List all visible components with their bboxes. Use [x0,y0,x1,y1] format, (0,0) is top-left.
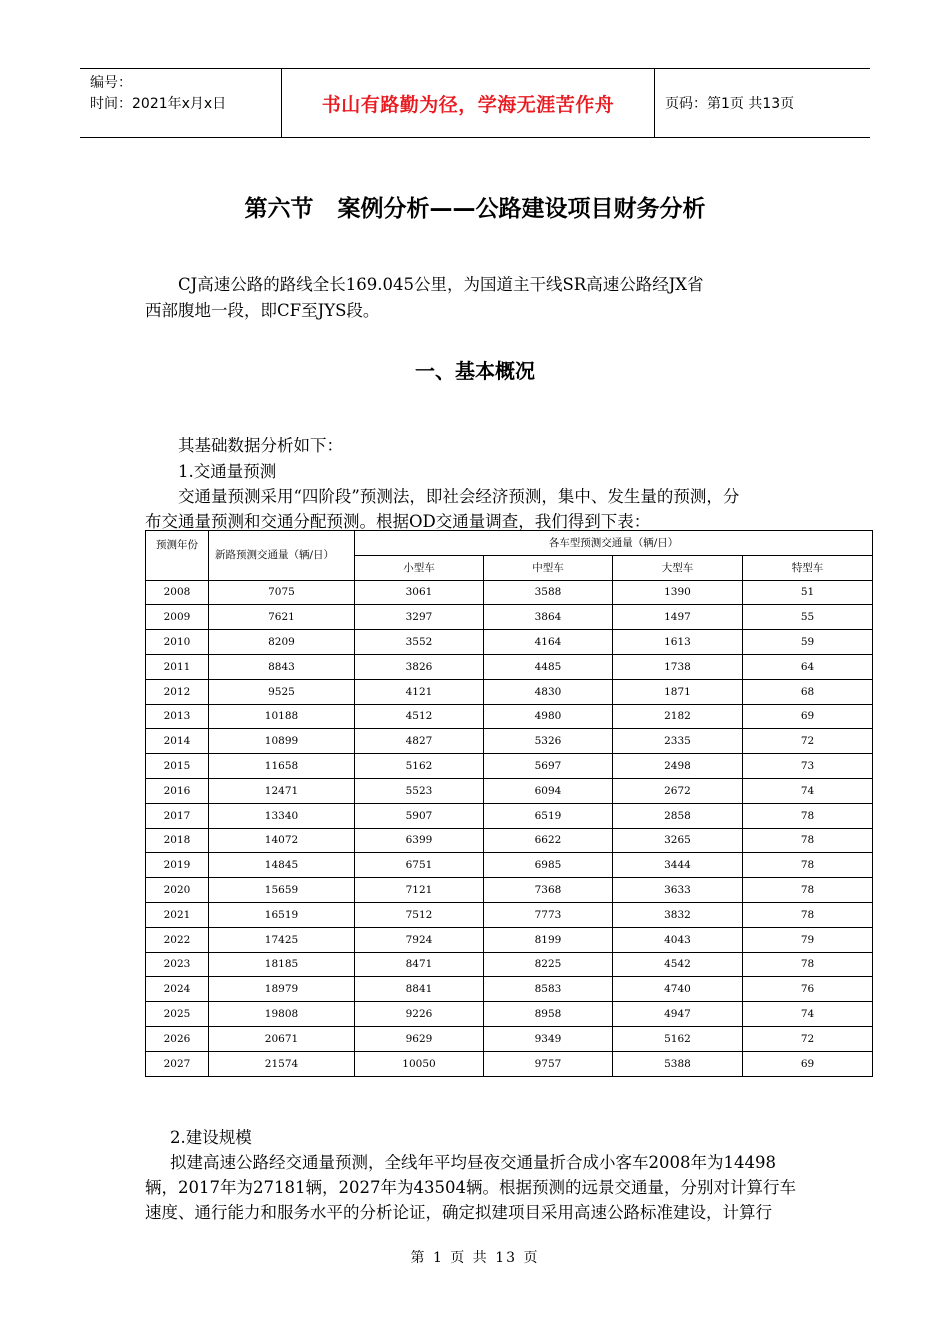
table-row [146,952,873,977]
cell-medium: 6622 [484,828,613,853]
cell-small: 5162 [355,754,484,779]
section-title: 一、基本概况 [415,359,535,383]
cell-total: 10188 [209,704,355,729]
cell-medium: 9757 [484,1051,613,1076]
cell-large: 4043 [613,927,743,952]
cell-year: 2014 [146,729,209,754]
table-row [146,1002,873,1027]
cell-large: 2182 [613,704,743,729]
cell-large: 3444 [613,853,743,878]
header-small: 小型车 [355,555,484,580]
table-body [146,531,873,1077]
traffic-forecast-table [145,530,873,1077]
header-large: 大型车 [613,555,743,580]
cell-medium: 8199 [484,927,613,952]
cell-medium: 4830 [484,679,613,704]
cell-special: 78 [743,803,873,828]
cell-year: 2012 [146,679,209,704]
page-header [80,68,870,138]
cell-special: 51 [743,580,873,605]
table-row [146,853,873,878]
cell-total: 17425 [209,927,355,952]
cell-total: 15659 [209,878,355,903]
cell-special: 79 [743,927,873,952]
cell-small: 10050 [355,1051,484,1076]
cell-medium: 8583 [484,977,613,1002]
cell-small: 8471 [355,952,484,977]
cell-special: 78 [743,902,873,927]
intro-line-2: 西部腹地一段，即CF至JYS段。 [145,301,380,320]
cell-large: 1390 [613,580,743,605]
cell-medium: 4485 [484,654,613,679]
cell-medium: 4980 [484,704,613,729]
cell-total: 18185 [209,952,355,977]
cell-large: 1871 [613,679,743,704]
cell-special: 69 [743,704,873,729]
cell-medium: 9349 [484,1026,613,1051]
cell-small: 7924 [355,927,484,952]
cell-medium: 5697 [484,754,613,779]
header-special: 特型车 [743,555,873,580]
table-row [146,828,873,853]
cell-large: 5162 [613,1026,743,1051]
cell-total: 14845 [209,853,355,878]
cell-small: 4827 [355,729,484,754]
cell-special: 72 [743,1026,873,1051]
body2-line-2: 拟建高速公路经交通量预测，全线年平均昼夜交通量折合成小客车2008年为14498 [170,1153,776,1172]
cell-small: 4512 [355,704,484,729]
title-section-number: 第六节 [244,196,314,222]
cell-medium: 6519 [484,803,613,828]
cell-large: 2335 [613,729,743,754]
cell-total: 13340 [209,803,355,828]
body1-line-3: 交通量预测采用“四阶段”预测法，即社会经济预测，集中、发生量的预测，分 [178,487,740,506]
cell-medium: 4164 [484,630,613,655]
cell-small: 3297 [355,605,484,630]
cell-large: 2498 [613,754,743,779]
cell-medium: 3864 [484,605,613,630]
body1-line-2: 1.交通量预测 [178,462,277,481]
table-row [146,803,873,828]
cell-year: 2027 [146,1051,209,1076]
cell-total: 9525 [209,679,355,704]
header-number-label: 编号： [90,75,132,91]
cell-year: 2013 [146,704,209,729]
cell-medium: 7368 [484,878,613,903]
cell-medium: 3588 [484,580,613,605]
cell-small: 3826 [355,654,484,679]
body2-line-1: 2.建设规模 [170,1128,252,1147]
cell-year: 2009 [146,605,209,630]
cell-special: 59 [743,630,873,655]
header-motto: 书山有路勤为径，学海无涯苦作舟 [321,93,615,116]
cell-year: 2023 [146,952,209,977]
cell-small: 7121 [355,878,484,903]
table-header-row [146,531,873,556]
body2-line-4: 速度、通行能力和服务水平的分析论证，确定拟建项目采用高速公路标准建设，计算行 [145,1203,772,1222]
cell-special: 78 [743,853,873,878]
cell-medium: 7773 [484,902,613,927]
cell-year: 2018 [146,828,209,853]
page-footer: 第 1 页 共 13 页 [410,1250,540,1266]
cell-total: 16519 [209,902,355,927]
cell-large: 2672 [613,778,743,803]
cell-total: 21574 [209,1051,355,1076]
table-row [146,754,873,779]
cell-small: 5907 [355,803,484,828]
table-row [146,778,873,803]
intro-line-1: CJ高速公路的路线全长169.045公里，为国道主干线SR高速公路经JX省 [178,275,704,294]
header-page-label: 页码：第1页 共13页 [665,96,795,112]
cell-large: 5388 [613,1051,743,1076]
cell-small: 8841 [355,977,484,1002]
cell-year: 2016 [146,778,209,803]
cell-total: 14072 [209,828,355,853]
body1-line-4: 布交通量预测和交通分配预测。根据OD交通量调查，我们得到下表： [145,512,651,531]
cell-year: 2020 [146,878,209,903]
cell-special: 64 [743,654,873,679]
cell-special: 78 [743,828,873,853]
cell-medium: 8225 [484,952,613,977]
cell-medium: 6094 [484,778,613,803]
cell-small: 7512 [355,902,484,927]
header-motto-cell [281,69,655,137]
cell-small: 3061 [355,580,484,605]
cell-large: 1497 [613,605,743,630]
cell-year: 2024 [146,977,209,1002]
table-row [146,729,873,754]
header-total: 新路预测交通量（辆/日） [209,531,355,581]
table-row [146,654,873,679]
header-meta [80,69,281,137]
body2-line-3: 辆，2017年为27181辆，2027年为43504辆。根据预测的远景交通量，分别对计算行车 [145,1178,796,1197]
cell-large: 2858 [613,803,743,828]
cell-special: 68 [743,679,873,704]
cell-large: 3633 [613,878,743,903]
header-date-label: 时间：2021年x月x日 [90,96,227,112]
cell-special: 69 [743,1051,873,1076]
table-row [146,580,873,605]
cell-total: 10899 [209,729,355,754]
cell-special: 74 [743,1002,873,1027]
title-text: 案例分析——公路建设项目财务分析 [337,196,706,222]
cell-small: 6399 [355,828,484,853]
cell-year: 2008 [146,580,209,605]
cell-medium: 5326 [484,729,613,754]
table-row [146,927,873,952]
body1-line-1: 其基础数据分析如下： [178,436,343,455]
table-row [146,1026,873,1051]
cell-year: 2026 [146,1026,209,1051]
cell-large: 3265 [613,828,743,853]
cell-year: 2021 [146,902,209,927]
cell-total: 12471 [209,778,355,803]
cell-total: 8209 [209,630,355,655]
cell-total: 19808 [209,1002,355,1027]
cell-total: 7075 [209,580,355,605]
table-row [146,977,873,1002]
cell-special: 76 [743,977,873,1002]
table-row [146,704,873,729]
cell-special: 55 [743,605,873,630]
cell-large: 1738 [613,654,743,679]
cell-year: 2010 [146,630,209,655]
document-title [0,190,950,223]
cell-year: 2017 [146,803,209,828]
cell-special: 78 [743,878,873,903]
cell-small: 9629 [355,1026,484,1051]
cell-special: 78 [743,952,873,977]
cell-small: 6751 [355,853,484,878]
table-row [146,679,873,704]
cell-total: 11658 [209,754,355,779]
cell-medium: 6985 [484,853,613,878]
cell-large: 4542 [613,952,743,977]
cell-large: 4947 [613,1002,743,1027]
cell-year: 2011 [146,654,209,679]
table-row [146,630,873,655]
cell-year: 2019 [146,853,209,878]
cell-special: 72 [743,729,873,754]
cell-large: 1613 [613,630,743,655]
cell-small: 5523 [355,778,484,803]
cell-total: 7621 [209,605,355,630]
table-row [146,902,873,927]
header-group: 各车型预测交通量（辆/日） [355,531,873,556]
table-row [146,878,873,903]
cell-small: 3552 [355,630,484,655]
cell-special: 73 [743,754,873,779]
cell-total: 18979 [209,977,355,1002]
cell-year: 2025 [146,1002,209,1027]
cell-large: 4740 [613,977,743,1002]
table-row [146,605,873,630]
cell-year: 2015 [146,754,209,779]
cell-small: 4121 [355,679,484,704]
header-year: 预测年份 [146,531,209,581]
cell-medium: 8958 [484,1002,613,1027]
cell-total: 8843 [209,654,355,679]
header-medium: 中型车 [484,555,613,580]
cell-large: 3832 [613,902,743,927]
cell-small: 9226 [355,1002,484,1027]
cell-year: 2022 [146,927,209,952]
cell-special: 74 [743,778,873,803]
table-row [146,1051,873,1076]
cell-total: 20671 [209,1026,355,1051]
